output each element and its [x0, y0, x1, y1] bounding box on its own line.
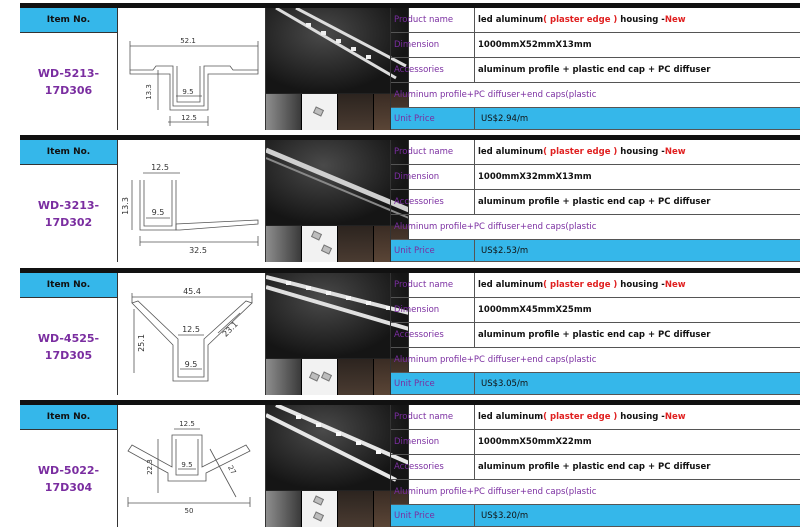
product-photo	[266, 140, 409, 262]
label-unit-price: Unit Price	[391, 108, 475, 129]
accessories-value: aluminum profile + plastic end cap + PC diffuser	[478, 462, 711, 472]
label-accessories: Accessories	[391, 323, 475, 347]
dim-width: 45.4	[183, 287, 201, 296]
product-name: led aluminum ( plaster edge ) housing - New	[478, 412, 686, 422]
accessories-value: aluminum profile + plastic end cap + PC diffuser	[478, 330, 711, 340]
product-name: led aluminum ( plaster edge ) housing - New	[478, 280, 686, 290]
dim-inner: 9.5	[181, 461, 193, 469]
label-accessories: Accessories	[391, 455, 475, 479]
package-note: Aluminum profile+PC diffuser+end caps(plastic	[394, 487, 597, 497]
product-photo	[266, 405, 409, 527]
label-dimension: Dimension	[391, 298, 475, 322]
profile-drawing	[118, 405, 266, 527]
item-no-header: Item No.	[20, 273, 118, 298]
profile-drawing	[118, 273, 266, 395]
spec-table	[390, 405, 800, 527]
label-product-name: Product name	[391, 405, 475, 429]
package-note: Aluminum profile+PC diffuser+end caps(plastic	[394, 355, 597, 365]
dim-height: 13.3	[145, 84, 153, 100]
dim-top: 12.5	[182, 325, 200, 334]
profile-drawing	[118, 140, 266, 262]
unit-price-value: US$2.94/m	[475, 108, 800, 129]
package-note: Aluminum profile+PC diffuser+end caps(plastic	[394, 222, 597, 232]
item-number: WD-4525- 17D305	[20, 298, 118, 395]
unit-price-value: US$3.05/m	[475, 373, 800, 394]
dim-width: 12.5	[151, 163, 169, 172]
dimension-value: 1000mmX32mmX13mm	[478, 172, 592, 182]
label-product-name: Product name	[391, 8, 475, 32]
dimension-value: 1000mmX50mmX22mm	[478, 437, 592, 447]
package-note: Aluminum profile+PC diffuser+end caps(plastic	[394, 90, 597, 100]
dim-inner: 9.5	[151, 208, 165, 217]
label-dimension: Dimension	[391, 33, 475, 57]
spec-table	[390, 273, 800, 395]
dim-height: 22.3	[146, 459, 154, 475]
product-block-1	[20, 3, 800, 130]
item-number: WD-3213- 17D302	[20, 165, 118, 262]
item-no-header: Item No.	[20, 8, 118, 33]
product-block-3	[20, 268, 800, 395]
label-product-name: Product name	[391, 140, 475, 164]
dim-width: 52.1	[180, 37, 196, 45]
item-number: WD-5022- 17D304	[20, 430, 118, 527]
profile-drawing	[118, 8, 266, 130]
dim-inner: 9.5	[184, 360, 198, 369]
dim-base: 12.5	[181, 114, 197, 122]
label-unit-price: Unit Price	[391, 373, 475, 394]
label-dimension: Dimension	[391, 165, 475, 189]
item-number: WD-5213- 17D306	[20, 33, 118, 130]
item-no-header: Item No.	[20, 405, 118, 430]
dim-inner: 9.5	[182, 88, 194, 96]
label-unit-price: Unit Price	[391, 240, 475, 261]
dim-height: 25.1	[137, 334, 146, 352]
unit-price-value: US$3.20/m	[475, 505, 800, 526]
dim-base: 32.5	[189, 246, 207, 255]
product-block-4	[20, 400, 800, 527]
label-accessories: Accessories	[391, 190, 475, 214]
dim-wing: 23.1	[220, 319, 240, 339]
label-dimension: Dimension	[391, 430, 475, 454]
label-accessories: Accessories	[391, 58, 475, 82]
product-block-2	[20, 135, 800, 262]
label-product-name: Product name	[391, 273, 475, 297]
spec-table	[390, 8, 800, 130]
product-name: led aluminum ( plaster edge ) housing - New	[478, 147, 686, 157]
item-no-header: Item No.	[20, 140, 118, 165]
dim-top: 12.5	[179, 420, 195, 428]
dimension-value: 1000mmX45mmX25mm	[478, 305, 592, 315]
accessories-value: aluminum profile + plastic end cap + PC diffuser	[478, 65, 711, 75]
spec-table	[390, 140, 800, 262]
product-photo	[266, 273, 409, 395]
dim-base: 50	[184, 507, 194, 515]
dimension-value: 1000mmX52mmX13mm	[478, 40, 592, 50]
dim-wing: 27	[226, 464, 238, 476]
label-unit-price: Unit Price	[391, 505, 475, 526]
product-name: led aluminum ( plaster edge ) housing - New	[478, 15, 686, 25]
product-photo	[266, 8, 409, 130]
unit-price-value: US$2.53/m	[475, 240, 800, 261]
dim-height: 13.3	[121, 197, 130, 215]
accessories-value: aluminum profile + plastic end cap + PC diffuser	[478, 197, 711, 207]
